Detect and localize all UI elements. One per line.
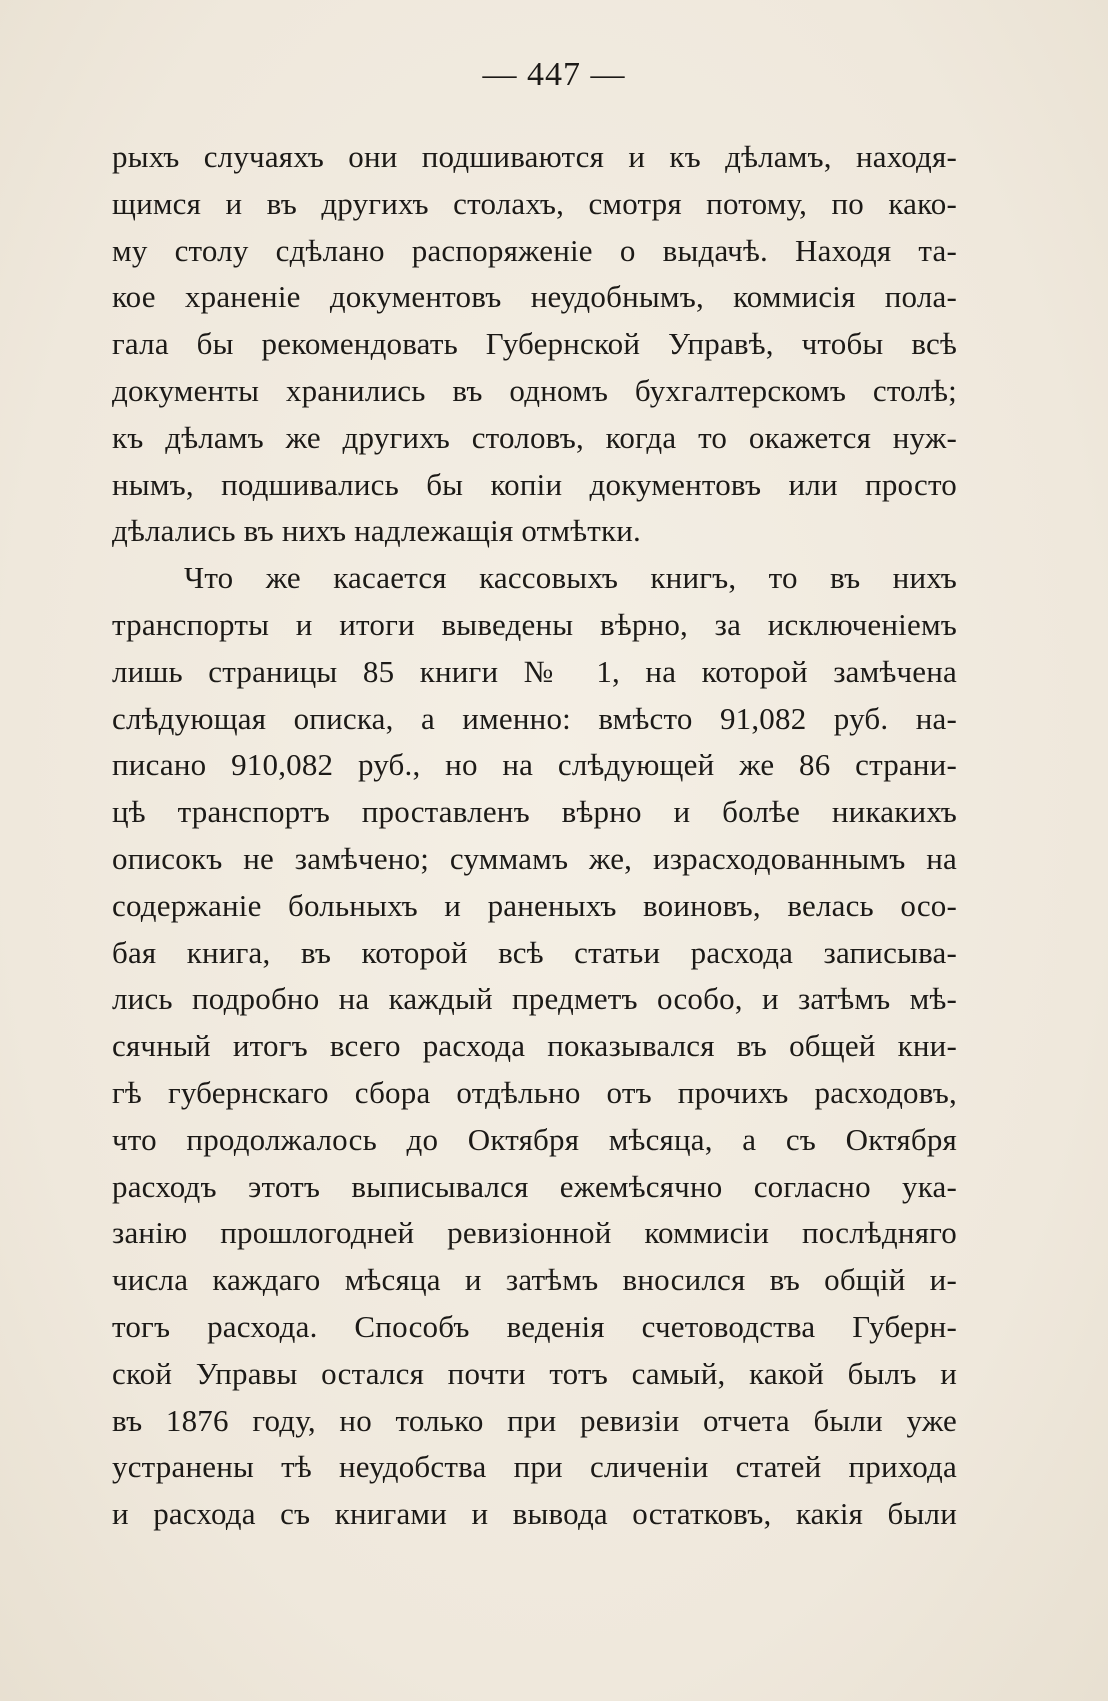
text-line: лишь страницы 85 книги № 1, на которой замѣчена xyxy=(112,653,957,689)
text-line: лись подробно на каждый предметъ особо, и затѣмъ мѣ- xyxy=(112,981,957,1017)
text-line: что продолжалось до Октября мѣсяца, а съ Октября xyxy=(112,1121,957,1157)
text-line: описокъ не замѣчено; суммамъ же, израсходованнымъ на xyxy=(112,840,957,876)
text-line: слѣдующая описка, а именно: вмѣсто 91,082 руб. на- xyxy=(112,700,957,736)
text-line: кое храненіе документовъ неудобнымъ, коммисія пола- xyxy=(112,279,957,315)
text-line: сячный итогъ всего расхода показывался въ общей кни- xyxy=(112,1028,957,1064)
page-number: — 447 — xyxy=(482,56,626,93)
text-line: документы хранились въ одномъ бухгалтерскомъ столѣ; xyxy=(112,372,957,408)
text-line: транспорты и итоги выведены вѣрно, за исключеніемъ xyxy=(112,606,957,642)
text-line: къ дѣламъ же другихъ столовъ, когда то окажется нуж- xyxy=(112,419,957,455)
text-line: бая книга, въ которой всѣ статьи расхода записыва- xyxy=(112,934,957,970)
text-line: занію прошлогодней ревизіонной коммисіи послѣдняго xyxy=(112,1215,957,1251)
text-line: тогъ расхода. Способъ веденія счетоводства Губерн- xyxy=(112,1308,957,1344)
text-line: устранены тѣ неудобства при сличеніи статей прихода xyxy=(112,1449,957,1485)
text-line: рыхъ случаяхъ они подшиваются и къ дѣламъ, находя- xyxy=(112,139,957,174)
text-line: гала бы рекомендовать Губернской Управѣ, чтобы всѣ xyxy=(112,326,957,362)
text-line: ской Управы остался почти тотъ самый, какой былъ и xyxy=(112,1355,957,1391)
text-line: му столу сдѣлано распоряженіе о выдачѣ. Находя та- xyxy=(112,232,957,268)
text-line: цѣ транспортъ проставленъ вѣрно и болѣе никакихъ xyxy=(112,794,957,830)
text-line: въ 1876 году, но только при ревизіи отчета были уже xyxy=(112,1402,957,1438)
text-line: дѣлались въ нихъ надлежащія отмѣтки. xyxy=(112,513,641,549)
text-line: расходъ этотъ выписывался ежемѣсячно согласно ука- xyxy=(112,1168,957,1204)
text-line: гѣ губернскаго сбора отдѣльно отъ прочихъ расходовъ, xyxy=(112,1074,957,1110)
text-line: и расхода съ книгами и вывода остатковъ, какія были xyxy=(112,1496,957,1532)
text-line: Что же касается кассовыхъ книгъ, то въ нихъ xyxy=(184,560,957,596)
body-text xyxy=(112,134,957,1538)
text-line: нымъ, подшивались бы копіи документовъ или просто xyxy=(112,466,957,502)
text-line: содержаніе больныхъ и раненыхъ воиновъ, велась осо- xyxy=(112,887,957,923)
text-line: числа каждаго мѣсяца и затѣмъ вносился въ общій и- xyxy=(112,1262,957,1298)
text-line: щимся и въ другихъ столахъ, смотря потому, по како- xyxy=(112,185,957,221)
text-line: писано 910,082 руб., но на слѣдующей же 86 страни- xyxy=(112,747,957,783)
